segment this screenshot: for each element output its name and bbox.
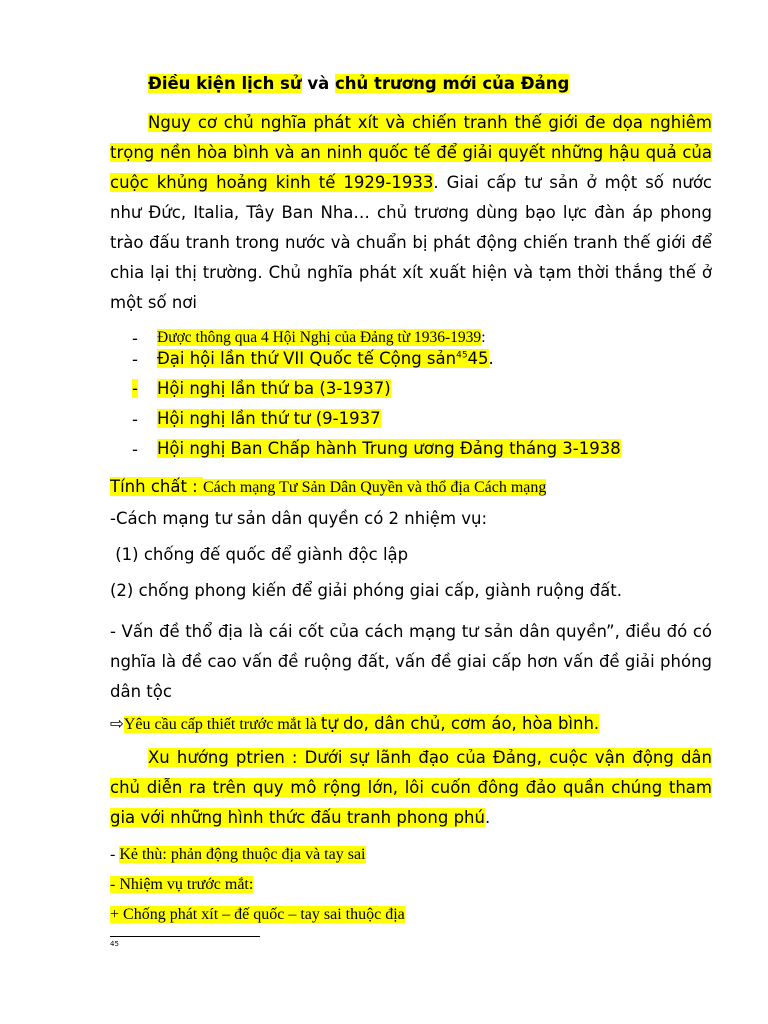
bullet-3-text: Hội nghị lần thứ ba (3-1937) <box>157 379 391 398</box>
intro-rest-text: . Giai cấp tư sản ở một số nước như Đức, Italia, Tây Ban Nha… chủ trương dùng bạo lực đàn áp phong trào đấu tranh trong nước và chuẩn bị phát động chiến tranh thế giới để chia lại thị trường. Chủ nghĩa phát xít xuất hiện và tạm thời thắng thế ở một số nơi <box>110 173 712 312</box>
bullet-dash-5: - <box>132 440 138 459</box>
bullet-item-1 <box>157 329 486 347</box>
bullet-1-text: Được thông qua 4 Hội Nghị của Đảng từ 1936-1939 <box>157 329 482 346</box>
xu-huong-text: Xu hướng ptrien : Dưới sự lãnh đạo của Đảng, cuộc vận động dân chủ diễn ra trên quy mô rộng lớn, lôi cuốn đông đảo quần chúng tham gia với những hình thức đấu tranh phong phú <box>110 748 712 827</box>
intro-paragraph <box>110 108 712 318</box>
title-part-1: Điều kiện lịch sử <box>148 74 302 93</box>
bullet-item-5 <box>157 439 621 458</box>
bullet-2-end: . <box>488 349 494 368</box>
nhiem-vu-1: (1) chống đế quốc để giành độc lập <box>110 545 409 564</box>
tinh-chat-line <box>110 477 546 497</box>
nhiem-vu-truoc-mat-line <box>110 876 253 894</box>
nhiem-vu-2: (2) chống phong kiến để giải phóng giai cấp, giành ruộng đất. <box>110 581 622 600</box>
title-part-3: chủ trương mới của Đảng <box>335 74 570 93</box>
bullet-item-4 <box>157 409 381 428</box>
tinh-chat-value: Cách mạng Tư Sản Dân Quyền và thổ địa Cách mạng <box>202 479 547 496</box>
bullet-1-tail: : <box>481 329 486 346</box>
ke-thu-line <box>110 846 366 864</box>
bullet-item-2 <box>157 349 494 368</box>
bullet-dash-3: - <box>132 379 138 398</box>
footnote-separator <box>110 936 260 937</box>
chong-line <box>110 906 405 924</box>
arrow-icon: ⇨ <box>110 714 124 733</box>
chong-text: + Chống phát xít – đế quốc – tay sai thuộc địa <box>110 906 405 923</box>
footnote-ref-sup: 45 <box>456 350 468 361</box>
xu-huong-paragraph <box>110 743 712 833</box>
nhiem-vu-truoc-mat-text: - Nhiệm vụ trước mắt: <box>110 876 254 893</box>
tinh-chat-label: Tính chất : <box>110 477 203 496</box>
yeu-cau-serif: Yêu cầu cấp thiết trước mắt là <box>123 716 321 733</box>
yeu-cau-sans: tự do, dân chủ, cơm áo, hòa bình. <box>320 714 600 733</box>
bullet-dash-2: - <box>132 350 138 369</box>
xu-huong-end: . <box>484 808 491 827</box>
bullet-dash-1: - <box>132 329 138 348</box>
nhiem-vu-line: -Cách mạng tư sản dân quyền có 2 nhiệm vụ: <box>110 509 488 528</box>
intro-highlighted-text: Nguy cơ chủ nghĩa phát xít và chiến tranh thế giới đe dọa nghiêm trọng nền hòa bình và an ninh quốc tế để giải quyết những hậu quả của cuộc khủng hoảng kinh tế 1929-1933 <box>110 113 712 192</box>
bullet-item-3 <box>157 379 391 398</box>
tho-dia-paragraph: - Vấn đề thổ địa là cái cốt của cách mạng tư sản dân quyền”, điều đó có nghĩa là đề cao vấn đề ruộng đất, vấn đề giai cấp hơn vấn đề giải phóng dân tộc <box>110 622 712 701</box>
ke-thu-dash: - <box>110 846 120 863</box>
ke-thu-text: Kẻ thù: phản động thuộc địa và tay sai <box>119 846 366 863</box>
bullet-5-text: Hội nghị Ban Chấp hành Trung ương Đảng tháng 3-1938 <box>157 439 621 458</box>
bullet-2-main: Đại hội lần thứ VII Quốc tế Cộng sản <box>157 349 457 368</box>
title-part-2: và <box>301 74 336 93</box>
bullet-dash-4: - <box>132 410 138 429</box>
bullet-4-text: Hội nghị lần thứ tư (9-1937 <box>157 409 381 428</box>
bullet-2-num: 45 <box>467 349 489 368</box>
page-title <box>148 74 569 93</box>
footnote-number: 45 <box>110 940 119 948</box>
yeu-cau-line <box>110 714 599 734</box>
bullet-2-text <box>157 349 489 368</box>
